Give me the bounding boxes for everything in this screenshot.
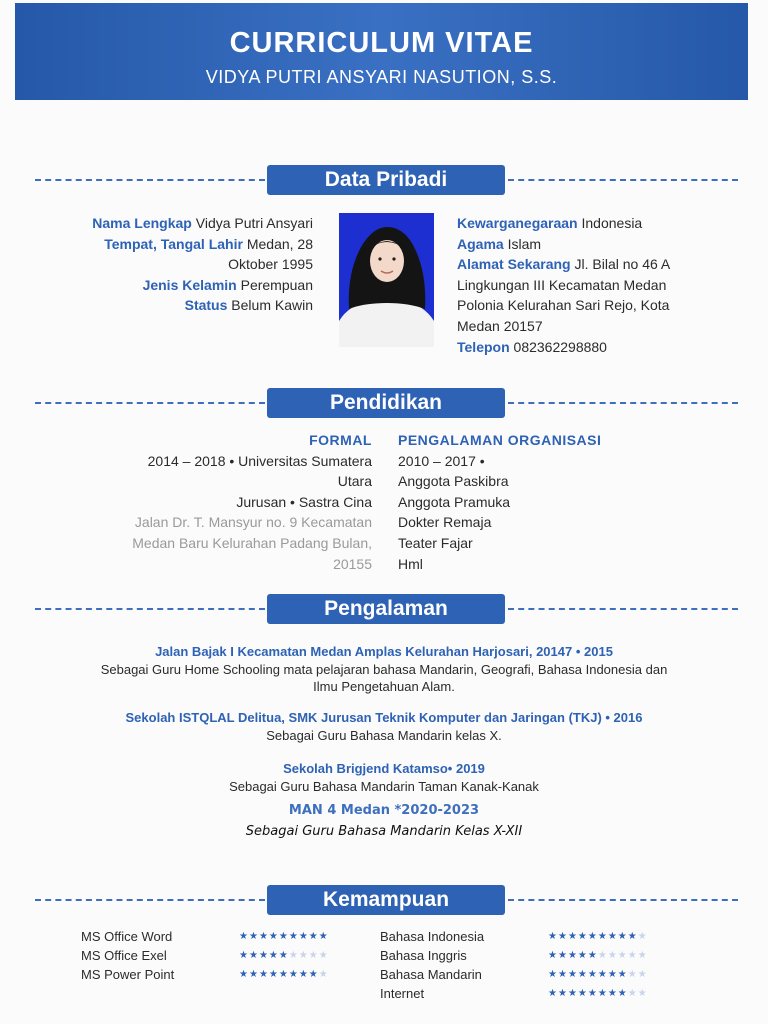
phone-label: Telepon xyxy=(457,338,510,355)
full-name-row xyxy=(13,213,313,234)
section-bar-personal xyxy=(35,165,738,195)
star-icon: ★ xyxy=(577,931,588,942)
divider-line xyxy=(35,179,265,181)
organization-item: Anggota Paskibra xyxy=(398,473,509,490)
star-icon: ★ xyxy=(318,950,329,961)
star-icon: ★ xyxy=(278,931,289,942)
organization-experience xyxy=(398,430,698,574)
organization-item: 2010 – 2017 • xyxy=(398,452,485,469)
experience-title: Sekolah Brigjend Katamso• 2019 xyxy=(283,761,485,776)
experience-description: Sebagai Guru Home Schooling mata pelajaran bahasa Mandarin, Geografi, Bahasa Indonesia dan xyxy=(100,662,668,677)
star-icon: ★ xyxy=(597,950,608,961)
star-icon: ★ xyxy=(298,969,309,980)
star-icon: ★ xyxy=(637,950,648,961)
star-icon: ★ xyxy=(308,969,319,980)
star-icon: ★ xyxy=(248,931,259,942)
phone-value: 082362298880 xyxy=(513,338,607,355)
birth-row xyxy=(13,234,313,255)
cv-person-name: VIDYA PUTRI ANSYARI NASUTION, S.S. xyxy=(205,67,558,87)
star-icon: ★ xyxy=(548,988,558,999)
star-icon: ★ xyxy=(258,931,269,942)
star-icon: ★ xyxy=(567,931,578,942)
section-title-education: Pendidikan xyxy=(267,388,505,418)
skill-rating xyxy=(239,928,329,946)
skill-rating xyxy=(548,947,648,965)
star-icon: ★ xyxy=(597,931,608,942)
star-icon: ★ xyxy=(607,969,618,980)
star-icon: ★ xyxy=(288,931,299,942)
experience-description: Sebagai Guru Bahasa Mandarin kelas X. xyxy=(266,728,502,743)
star-icon: ★ xyxy=(587,931,598,942)
star-icon: ★ xyxy=(239,950,249,961)
section-bar-skills xyxy=(35,885,738,915)
star-icon: ★ xyxy=(548,950,558,961)
skill-name: MS Power Point xyxy=(81,967,175,982)
star-icon: ★ xyxy=(617,950,628,961)
star-icon: ★ xyxy=(298,931,309,942)
experience-item xyxy=(30,760,738,795)
star-icon: ★ xyxy=(627,931,638,942)
star-icon: ★ xyxy=(548,931,558,942)
divider-line xyxy=(508,608,738,610)
religion-label: Agama xyxy=(457,235,504,252)
cv-title: CURRICULUM VITAE xyxy=(229,27,534,59)
star-icon: ★ xyxy=(258,950,269,961)
formal-address-line: Medan Baru Kelurahan Padang Bulan, xyxy=(132,534,372,551)
star-icon: ★ xyxy=(607,950,618,961)
star-icon: ★ xyxy=(298,950,309,961)
star-icon: ★ xyxy=(548,969,558,980)
religion-value: Islam xyxy=(507,235,542,252)
star-icon: ★ xyxy=(597,969,608,980)
star-icon: ★ xyxy=(617,988,628,999)
cv-header xyxy=(15,3,748,100)
star-icon: ★ xyxy=(239,931,249,942)
section-bar-experience xyxy=(35,594,738,624)
full-name-label: Nama Lengkap xyxy=(92,215,192,231)
star-icon: ★ xyxy=(587,988,598,999)
star-icon: ★ xyxy=(597,988,608,999)
star-icon: ★ xyxy=(617,969,628,980)
divider-line xyxy=(508,179,738,181)
star-icon: ★ xyxy=(577,950,588,961)
skill-rating xyxy=(239,966,329,984)
experience-description: Sebagai Guru Bahasa Mandarin Taman Kanak-Kanak xyxy=(229,779,539,794)
star-icon: ★ xyxy=(637,988,648,999)
skill-name: Bahasa Inggris xyxy=(380,948,467,963)
gender-value: Perempuan xyxy=(240,276,313,293)
address-label: Alamat Sekarang xyxy=(457,256,571,273)
personal-info-right xyxy=(457,213,727,357)
address-row xyxy=(457,254,727,275)
star-icon: ★ xyxy=(288,969,299,980)
divider-line xyxy=(35,899,265,901)
star-icon: ★ xyxy=(557,931,568,942)
organization-heading: PENGALAMAN ORGANISASI xyxy=(398,432,602,448)
formal-line: Jurusan • Sastra Cina xyxy=(236,493,372,510)
profile-photo-illustration xyxy=(339,213,434,347)
star-icon: ★ xyxy=(318,931,329,942)
skill-rating xyxy=(239,947,329,965)
star-icon: ★ xyxy=(637,969,648,980)
skill-name: Bahasa Indonesia xyxy=(380,929,485,944)
star-icon: ★ xyxy=(627,950,638,961)
star-icon: ★ xyxy=(587,969,598,980)
star-icon: ★ xyxy=(258,969,269,980)
star-icon: ★ xyxy=(308,950,319,961)
star-icon: ★ xyxy=(268,931,279,942)
citizenship-row xyxy=(457,213,727,234)
religion-row xyxy=(457,234,727,255)
profile-photo xyxy=(339,213,434,347)
birth-label: Tempat, Tangal Lahir xyxy=(104,235,243,252)
experience-title: Sekolah ISTQLAL Delitua, SMK Jurusan Teknik Komputer dan Jaringan (TKJ) • 2016 xyxy=(125,710,643,725)
status-label: Status xyxy=(184,297,228,314)
section-title-experience: Pengalaman xyxy=(267,594,505,624)
experience-item xyxy=(30,709,738,744)
skill-rating xyxy=(548,985,648,1003)
skill-name: MS Office Exel xyxy=(81,948,167,963)
section-title-personal: Data Pribadi xyxy=(267,165,505,195)
formal-line: Utara xyxy=(337,473,372,490)
star-icon: ★ xyxy=(557,988,568,999)
experience-description: Ilmu Pengetahuan Alam. xyxy=(313,679,455,694)
star-icon: ★ xyxy=(587,950,598,961)
star-icon: ★ xyxy=(577,988,588,999)
star-icon: ★ xyxy=(268,969,279,980)
experience-item xyxy=(30,643,738,695)
formal-line: 2014 – 2018 • Universitas Sumatera xyxy=(147,452,372,469)
star-icon: ★ xyxy=(607,931,618,942)
divider-line xyxy=(35,402,265,404)
skill-name: MS Office Word xyxy=(81,929,173,944)
star-icon: ★ xyxy=(248,969,259,980)
experience-title: MAN 4 Medan *2020-2023 xyxy=(288,803,480,818)
citizenship-value: Indonesia xyxy=(581,215,643,231)
phone-row xyxy=(457,337,727,358)
skill-name: Bahasa Mandarin xyxy=(380,967,482,982)
formal-address-line: Jalan Dr. T. Mansyur no. 9 Kecamatan xyxy=(134,514,372,531)
experience-description: Sebagai Guru Bahasa Mandarin Kelas X-XII xyxy=(245,824,523,839)
section-bar-education xyxy=(35,388,738,418)
star-icon: ★ xyxy=(268,950,279,961)
star-icon: ★ xyxy=(278,950,289,961)
address-line-2: Lingkungan III Kecamatan Medan xyxy=(457,276,667,293)
section-title-skills: Kemampuan xyxy=(267,885,505,915)
star-icon: ★ xyxy=(288,950,299,961)
skill-rating xyxy=(548,966,648,984)
star-icon: ★ xyxy=(637,931,648,942)
star-icon: ★ xyxy=(318,969,329,980)
formal-education xyxy=(52,430,372,574)
star-icon: ★ xyxy=(617,931,628,942)
address-line-4: Medan 20157 xyxy=(457,317,543,334)
divider-line xyxy=(508,899,738,901)
skill-rating xyxy=(548,928,648,946)
star-icon: ★ xyxy=(607,988,618,999)
birth-date: Oktober 1995 xyxy=(228,256,313,273)
star-icon: ★ xyxy=(627,988,638,999)
birth-value: Medan, 28 xyxy=(246,235,313,252)
status-value: Belum Kawin xyxy=(231,297,313,314)
experience-item xyxy=(30,802,738,840)
star-icon: ★ xyxy=(627,969,638,980)
star-icon: ★ xyxy=(577,969,588,980)
star-icon: ★ xyxy=(278,969,289,980)
gender-row xyxy=(13,275,313,296)
divider-line xyxy=(35,608,265,610)
personal-info-left xyxy=(13,213,313,316)
star-icon: ★ xyxy=(567,950,578,961)
star-icon: ★ xyxy=(557,950,568,961)
citizenship-label: Kewarganegaraan xyxy=(457,215,578,231)
formal-address-line: 20155 xyxy=(333,555,372,572)
star-icon: ★ xyxy=(567,969,578,980)
formal-heading: FORMAL xyxy=(309,432,372,448)
gender-label: Jenis Kelamin xyxy=(142,276,237,293)
experience-title: Jalan Bajak I Kecamatan Medan Amplas Kelurahan Harjosari, 20147 • 2015 xyxy=(155,644,613,659)
organization-item: Hml xyxy=(398,555,423,572)
star-icon: ★ xyxy=(308,931,319,942)
divider-line xyxy=(508,402,738,404)
organization-item: Teater Fajar xyxy=(398,534,473,551)
star-icon: ★ xyxy=(239,969,249,980)
organization-item: Dokter Remaja xyxy=(398,514,492,531)
star-icon: ★ xyxy=(567,988,578,999)
address-line-1: Jl. Bilal no 46 A xyxy=(574,256,671,273)
skill-name: Internet xyxy=(380,986,425,1001)
star-icon: ★ xyxy=(248,950,259,961)
star-icon: ★ xyxy=(557,969,568,980)
organization-item: Anggota Pramuka xyxy=(398,493,511,510)
address-line-3: Polonia Kelurahan Sari Rejo, Kota xyxy=(457,297,670,314)
status-row xyxy=(13,295,313,316)
full-name-value: Vidya Putri Ansyari xyxy=(195,215,313,231)
